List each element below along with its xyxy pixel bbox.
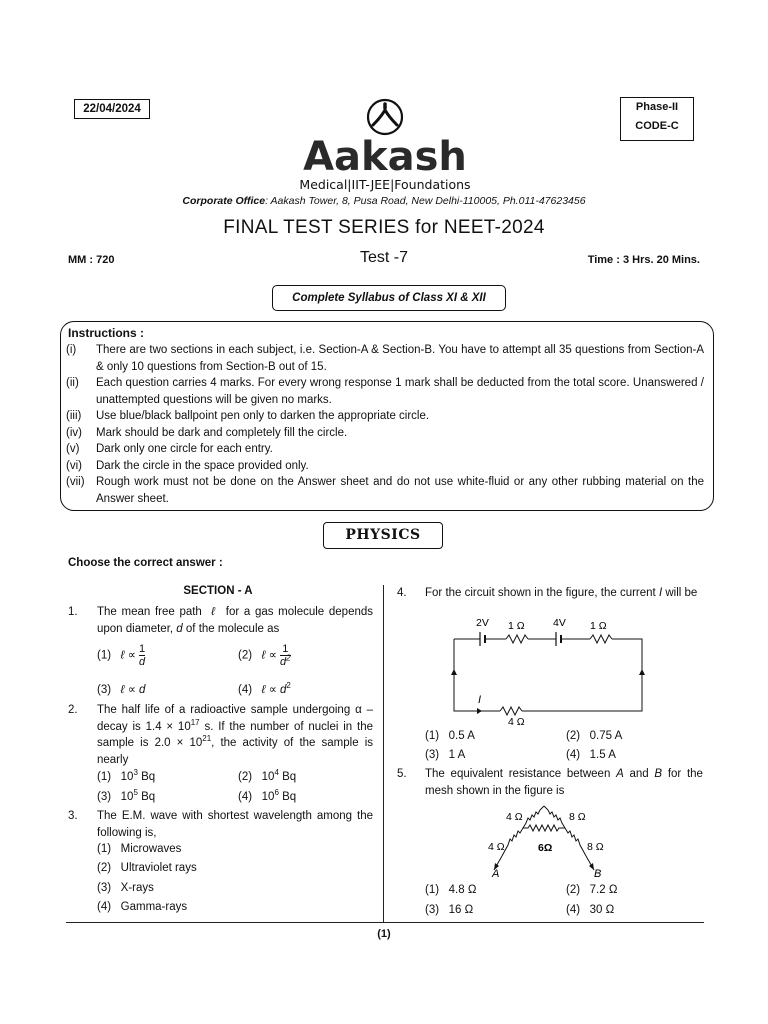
svg-text:2V: 2V <box>476 617 489 629</box>
resistor-top-right <box>544 806 565 828</box>
code-label: CODE-C <box>635 120 679 132</box>
resistor-top-left <box>523 806 544 828</box>
arrow-right-icon <box>477 708 482 714</box>
svg-text:4 Ω: 4 Ω <box>506 811 523 823</box>
instruction-item: (vii) Rough work must not be done on the Answer sheet and do not use white-fluid or any other rubbing material on the Answer sheet. <box>66 476 704 505</box>
svg-text:4 Ω: 4 Ω <box>488 841 505 853</box>
svg-text:8 Ω: 8 Ω <box>569 811 586 823</box>
resistor-right <box>565 828 586 856</box>
question-text: The E.M. wave with shortest wavelength among the following is, <box>97 810 373 839</box>
brand-tagline: Medical|IIT-JEE|Foundations <box>299 177 471 192</box>
option-4[interactable]: (4) 1.5 A <box>566 749 616 761</box>
resistor-1 <box>506 635 528 643</box>
page-title: FINAL TEST SERIES for NEET-2024 <box>223 217 545 238</box>
footer-rule <box>66 922 704 923</box>
option-4[interactable]: (4) Gamma-rays <box>97 901 188 913</box>
arrow-up-icon <box>639 669 645 675</box>
question-number: 1. <box>68 606 78 618</box>
svg-text:4 Ω: 4 Ω <box>508 716 525 728</box>
option-4[interactable]: (4) 30 Ω <box>566 904 615 916</box>
question-number: 3. <box>68 810 78 822</box>
option-3[interactable]: (3) 1 A <box>425 749 466 761</box>
instruction-item: (v) Dark only one circle for each entry. <box>66 443 273 455</box>
aakash-emblem-icon <box>290 96 480 196</box>
option-3[interactable]: (3) $10^5$ Bq <box>97 788 156 803</box>
phase-code-box <box>620 97 694 141</box>
resistor-left <box>502 828 523 856</box>
instructions-heading: Instructions : <box>68 326 145 340</box>
svg-text:6Ω: 6Ω <box>538 842 553 854</box>
option-3[interactable]: (3) ℓ ∝ d <box>97 684 146 696</box>
section-a-heading: SECTION - A <box>183 585 253 597</box>
option-3[interactable]: (3) 16 Ω <box>425 904 474 916</box>
question-number: 5. <box>397 768 407 780</box>
test-number: Test -7 <box>359 249 408 266</box>
question-text: The equivalent resistance between A and B for the mesh shown in the figure is <box>425 768 703 797</box>
aakash-logo <box>290 96 480 196</box>
resistor-2 <box>590 635 612 643</box>
question-text: The half life of a radioactive sample undergoing α – decay is $1.4 \times 10^{17}$ s. If the number of nuclei in the sample is $2.0 \times 10^{21}$, the activity of the sample is nearly <box>97 704 373 766</box>
option-2[interactable]: (2) 7.2 Ω <box>566 884 618 896</box>
svg-text:4V: 4V <box>553 617 566 629</box>
option-2[interactable]: (2) $10^4$ Bq <box>238 768 297 783</box>
page-number: (1) <box>377 928 391 940</box>
time-limit: Time : 3 Hrs. 20 Mins. <box>587 254 700 266</box>
svg-text:I: I <box>478 694 482 706</box>
svg-text:8 Ω: 8 Ω <box>587 841 604 853</box>
option-2[interactable]: (2) 0.75 A <box>566 730 623 742</box>
max-marks: MM : 720 <box>68 254 115 266</box>
svg-text:A: A <box>492 868 500 880</box>
option-3[interactable]: (3) X-rays <box>97 882 154 894</box>
corporate-office: Corporate Office: Aakash Tower, 8, Pusa Road, New Delhi-110005, Ph.011-47623456 <box>182 195 586 207</box>
instruction-item: (ii) Each question carries 4 marks. For every wrong response 1 mark shall be deducted from the total score. Unanswered / unattempted questions will be given no marks. <box>66 377 704 406</box>
date-box <box>74 99 150 119</box>
option-1[interactable]: (1) Microwaves <box>97 843 182 855</box>
arrow-up-icon <box>451 669 457 675</box>
svg-text:B: B <box>594 868 602 880</box>
brand-name: Aakash <box>303 134 467 180</box>
question-number: 4. <box>397 587 407 599</box>
syllabus-box: Complete Syllabus of Class XI & XII <box>272 285 506 311</box>
option-2[interactable]: (2) Ultraviolet rays <box>97 862 197 874</box>
resistor-3 <box>500 707 522 715</box>
option-2[interactable]: (2) ℓ ∝ $\frac{1}{d^2}$ <box>238 643 291 668</box>
question-number: 2. <box>68 704 78 716</box>
subject-label: PHYSICS <box>323 522 443 549</box>
instruction-item: (iv) Mark should be dark and completely fill the circle. <box>66 426 348 439</box>
question-text: For the circuit shown in the figure, the current I will be <box>425 587 698 599</box>
resistor-middle <box>523 825 565 831</box>
option-1[interactable]: (1) 4.8 Ω <box>425 884 477 896</box>
question-text: The mean free path ℓ for a gas molecule depends upon diameter, d of the molecule as <box>97 606 374 635</box>
option-1[interactable]: (1) $10^3$ Bq <box>97 768 156 783</box>
option-1[interactable]: (1) 0.5 A <box>425 730 475 742</box>
phase-label: Phase-II <box>635 101 679 113</box>
choose-answer-heading: Choose the correct answer : <box>68 557 223 569</box>
column-divider <box>383 585 384 922</box>
exam-date: 22/04/2024 <box>83 103 141 115</box>
svg-text:1 Ω: 1 Ω <box>508 620 525 632</box>
mesh-diagram <box>480 800 620 880</box>
option-4[interactable]: (4) $10^6$ Bq <box>238 788 297 803</box>
svg-text:1 Ω: 1 Ω <box>590 620 607 632</box>
option-4[interactable]: (4) ℓ ∝ $d^2$ <box>238 681 291 696</box>
instruction-item: (iii) Use blue/black ballpoint pen only to darken the appropriate circle. <box>66 410 430 422</box>
option-1[interactable]: (1) ℓ ∝ $\frac{1}{d}$ <box>97 643 146 668</box>
instructions-list <box>66 342 704 507</box>
instruction-item: (i) There are two sections in each subject, i.e. Section-A & Section-B. You have to attempt all 35 questions from Section-A & only 10 questions from Section-B out of 15. <box>66 344 704 373</box>
circuit-diagram <box>440 612 660 730</box>
instruction-item: (vi) Dark the circle in the space provided only. <box>66 459 309 472</box>
